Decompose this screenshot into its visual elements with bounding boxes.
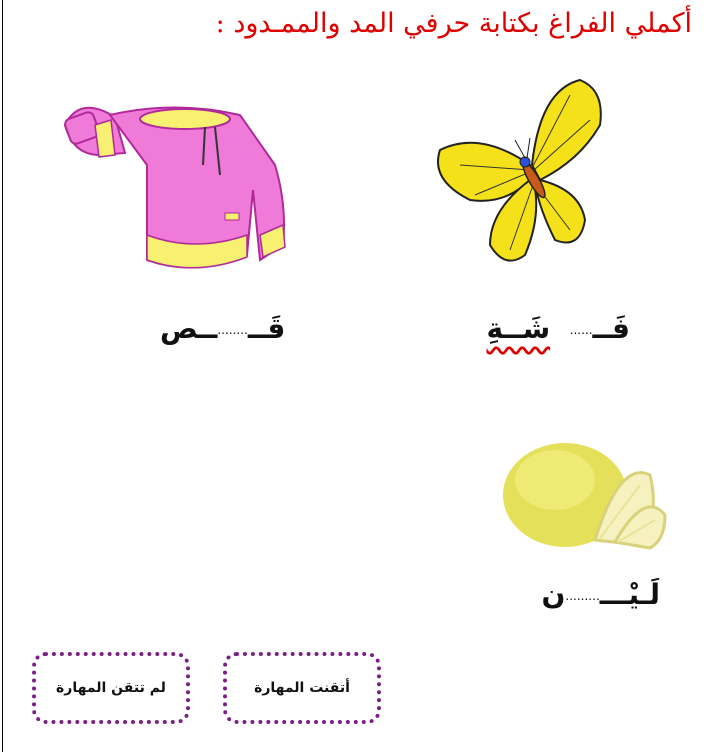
butterfly-gap: ......: [569, 323, 593, 337]
skill-mastered-label: أتقنت المهارة: [254, 680, 350, 696]
instruction-title: أكملي الفراغ بكتابة حرفي المد والممـدود :: [215, 8, 692, 39]
lemon-gap: .........: [565, 589, 600, 603]
skill-mastered-box[interactable]: [223, 652, 381, 724]
page-border: [2, 0, 3, 752]
lemon-prefix: لَـيْـــ: [599, 578, 660, 611]
shirt-image: [55, 95, 295, 285]
butterfly-suffix: شَــةِ: [486, 312, 551, 345]
lemon-image: [500, 420, 680, 555]
shirt-prefix: قَــ: [247, 312, 286, 345]
lemon-suffix: ن: [541, 578, 566, 611]
lemon-word: [542, 578, 660, 611]
skill-not-mastered-label: لم تتقن المهارة: [56, 680, 166, 696]
shirt-gap: ........: [217, 323, 248, 337]
skill-not-mastered-box[interactable]: [32, 652, 190, 724]
butterfly-prefix: فَــ: [592, 312, 630, 345]
butterfly-image: [430, 70, 610, 270]
shirt-word: [160, 312, 285, 345]
butterfly-word: [486, 312, 630, 345]
shirt-suffix: ــص: [160, 312, 218, 345]
